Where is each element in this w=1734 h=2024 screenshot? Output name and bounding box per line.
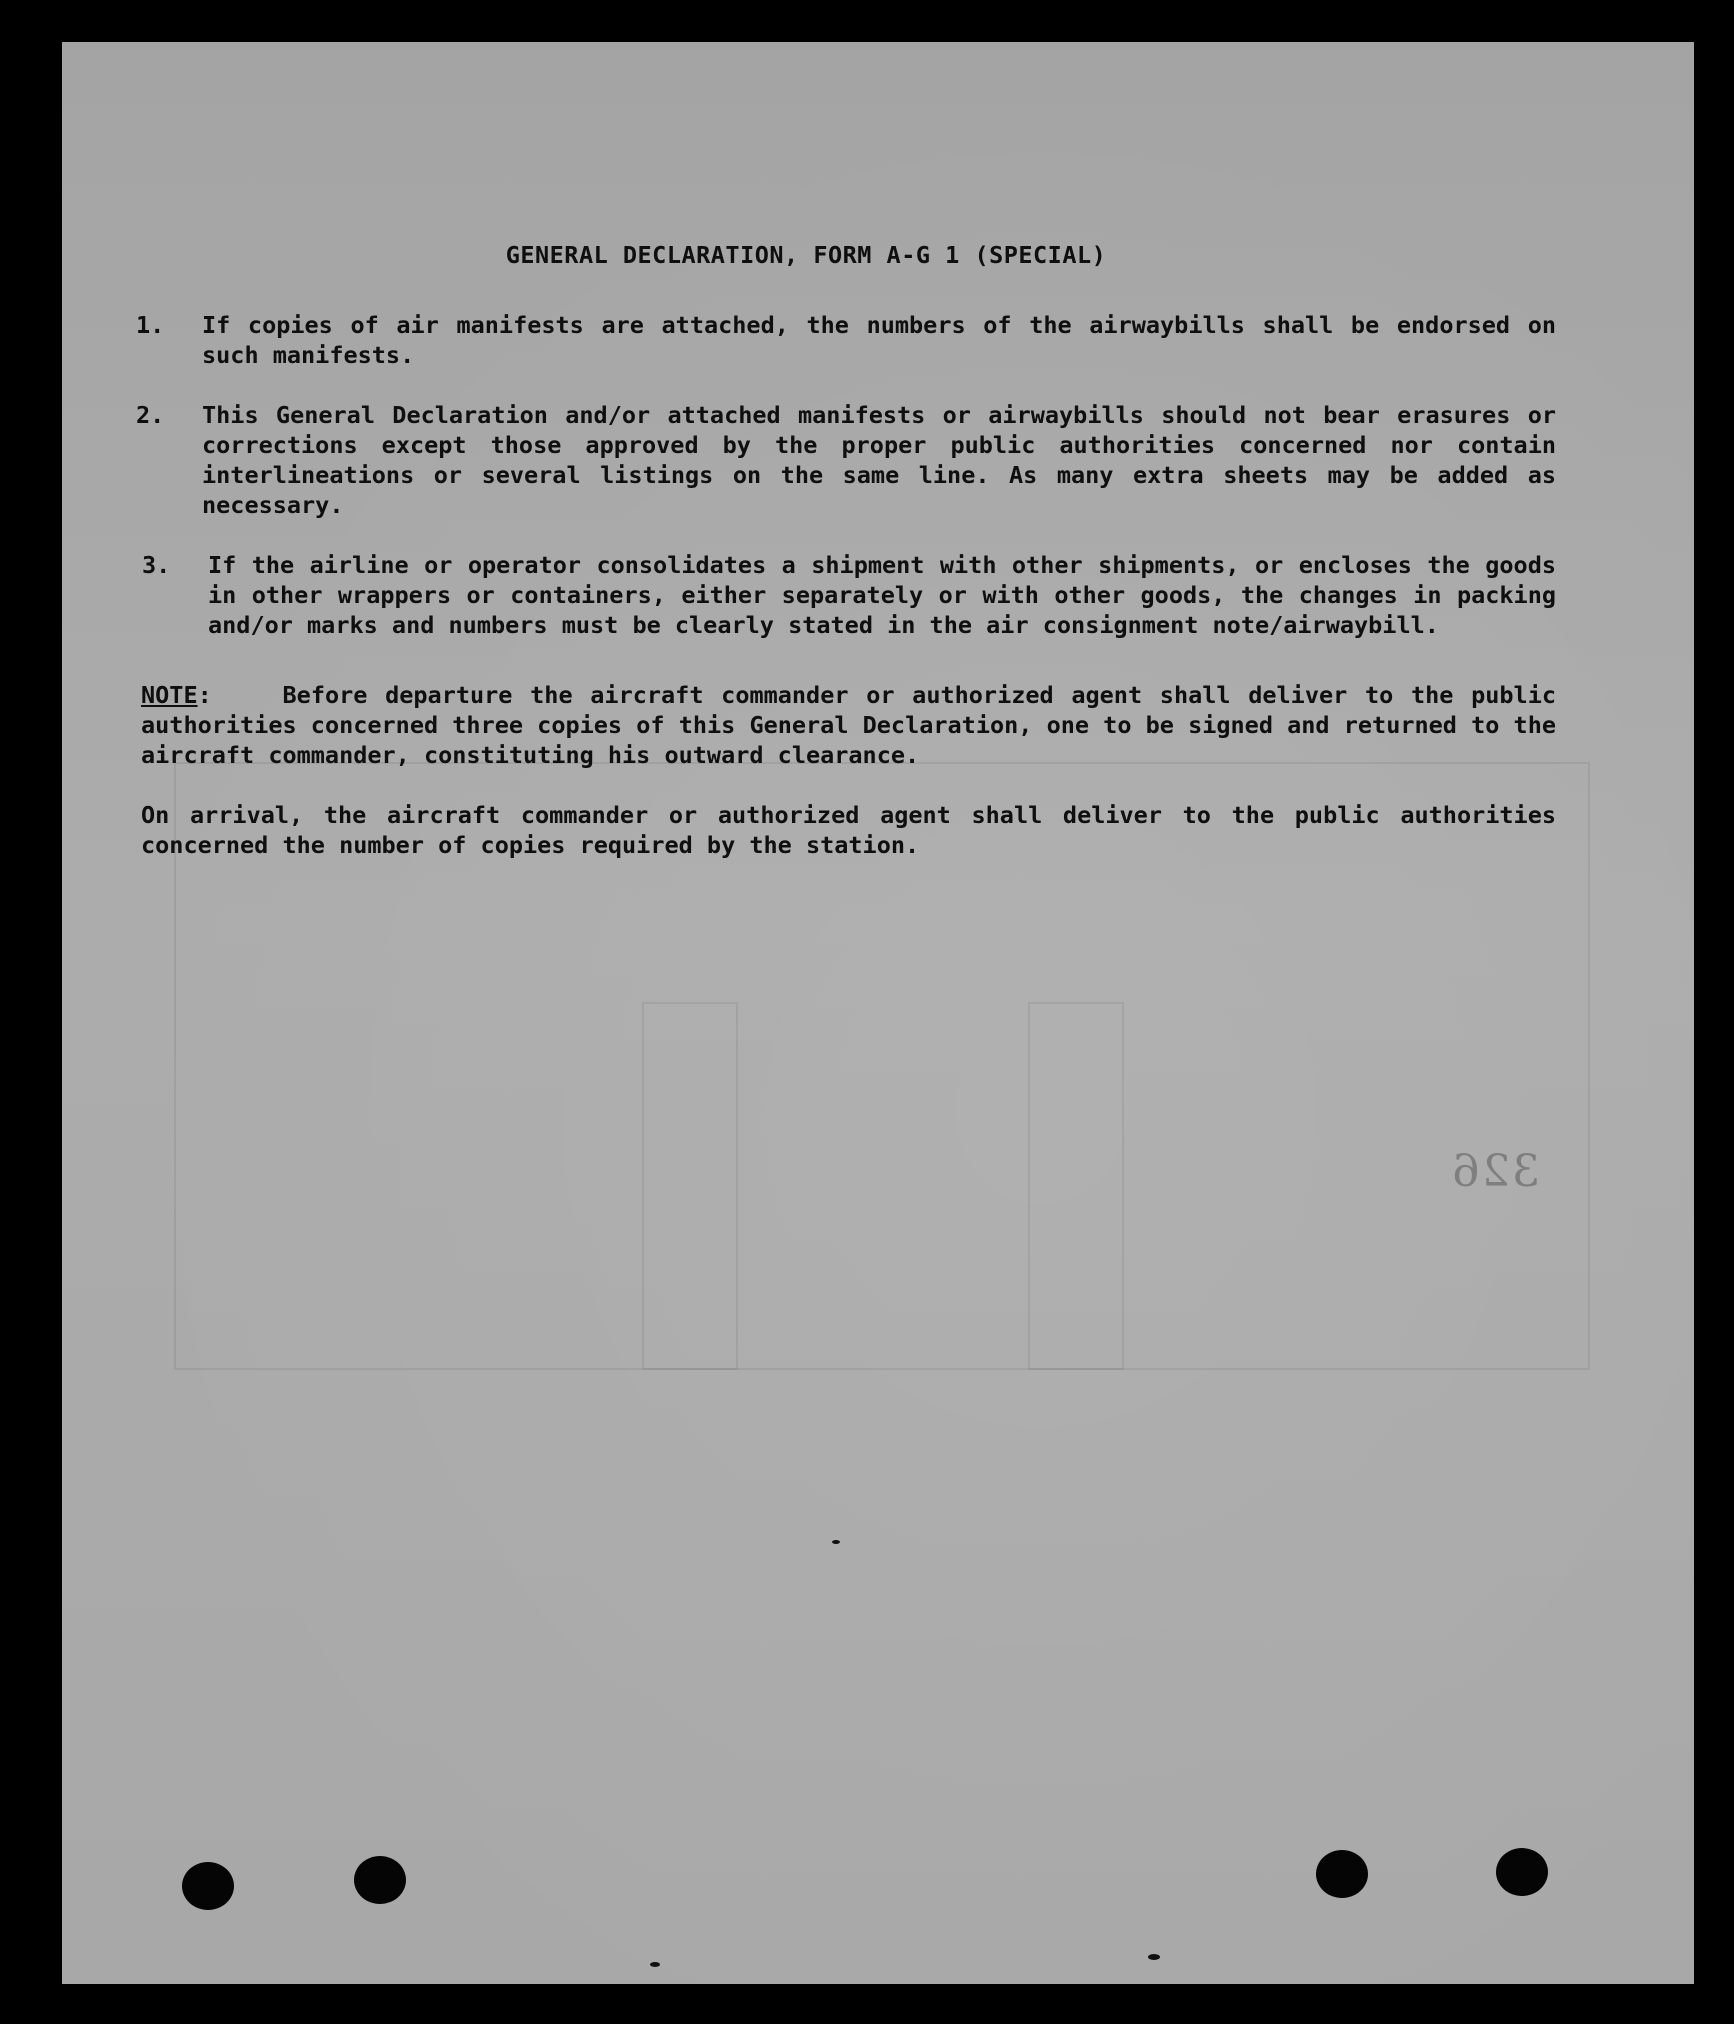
bleed-through-number: 326 bbox=[1450, 1146, 1540, 1197]
punch-hole bbox=[354, 1856, 406, 1904]
item-number: 3. bbox=[142, 551, 171, 579]
declaration-instructions bbox=[136, 240, 1556, 860]
punch-hole bbox=[1316, 1850, 1368, 1898]
note-text: Before departure the aircraft commander or authorized agent shall deliver to the public authorities concerned three copies of this General Declaration, one to be signed and returned to the aircraft commander, constituting his outward clearance. bbox=[141, 681, 1556, 769]
ink-speck bbox=[1148, 1954, 1160, 1960]
note-label: NOTE bbox=[141, 681, 198, 709]
instruction-item bbox=[142, 550, 1556, 640]
item-number: 1. bbox=[136, 311, 165, 339]
item-text: If the airline or operator consolidates a shipment with other shipments, or encloses the goods in other wrappers or containers, either separately or with other goods, the changes in packing and/or marks and numbers must be clearly stated in the air consignment note/airwaybill. bbox=[208, 551, 1556, 639]
note-colon: : bbox=[197, 681, 212, 709]
note-paragraph bbox=[141, 680, 1556, 770]
bleed-through-column bbox=[642, 1002, 738, 1370]
ink-speck bbox=[832, 1540, 840, 1544]
arrival-paragraph: On arrival, the aircraft commander or authorized agent shall deliver to the public authorities concerned the number of copies required by the station. bbox=[141, 801, 1556, 859]
page-title: GENERAL DECLARATION, FORM A-G 1 (SPECIAL) bbox=[505, 241, 1107, 269]
punch-hole bbox=[182, 1862, 234, 1910]
instruction-item bbox=[136, 400, 1556, 520]
item-text: This General Declaration and/or attached manifests or airwaybills should not bear erasures or corrections except those approved by the proper public authorities concerned nor contain interlineations or several listings on the same line. As many extra sheets may be added as necessary. bbox=[202, 401, 1556, 519]
item-text: If copies of air manifests are attached, the numbers of the airwaybills shall be endorsed on such manifests. bbox=[202, 311, 1556, 369]
instruction-item bbox=[136, 310, 1556, 370]
bleed-through-column bbox=[1028, 1002, 1124, 1370]
ink-speck bbox=[650, 1962, 660, 1967]
punch-hole bbox=[1496, 1848, 1548, 1896]
item-number: 2. bbox=[136, 401, 165, 429]
